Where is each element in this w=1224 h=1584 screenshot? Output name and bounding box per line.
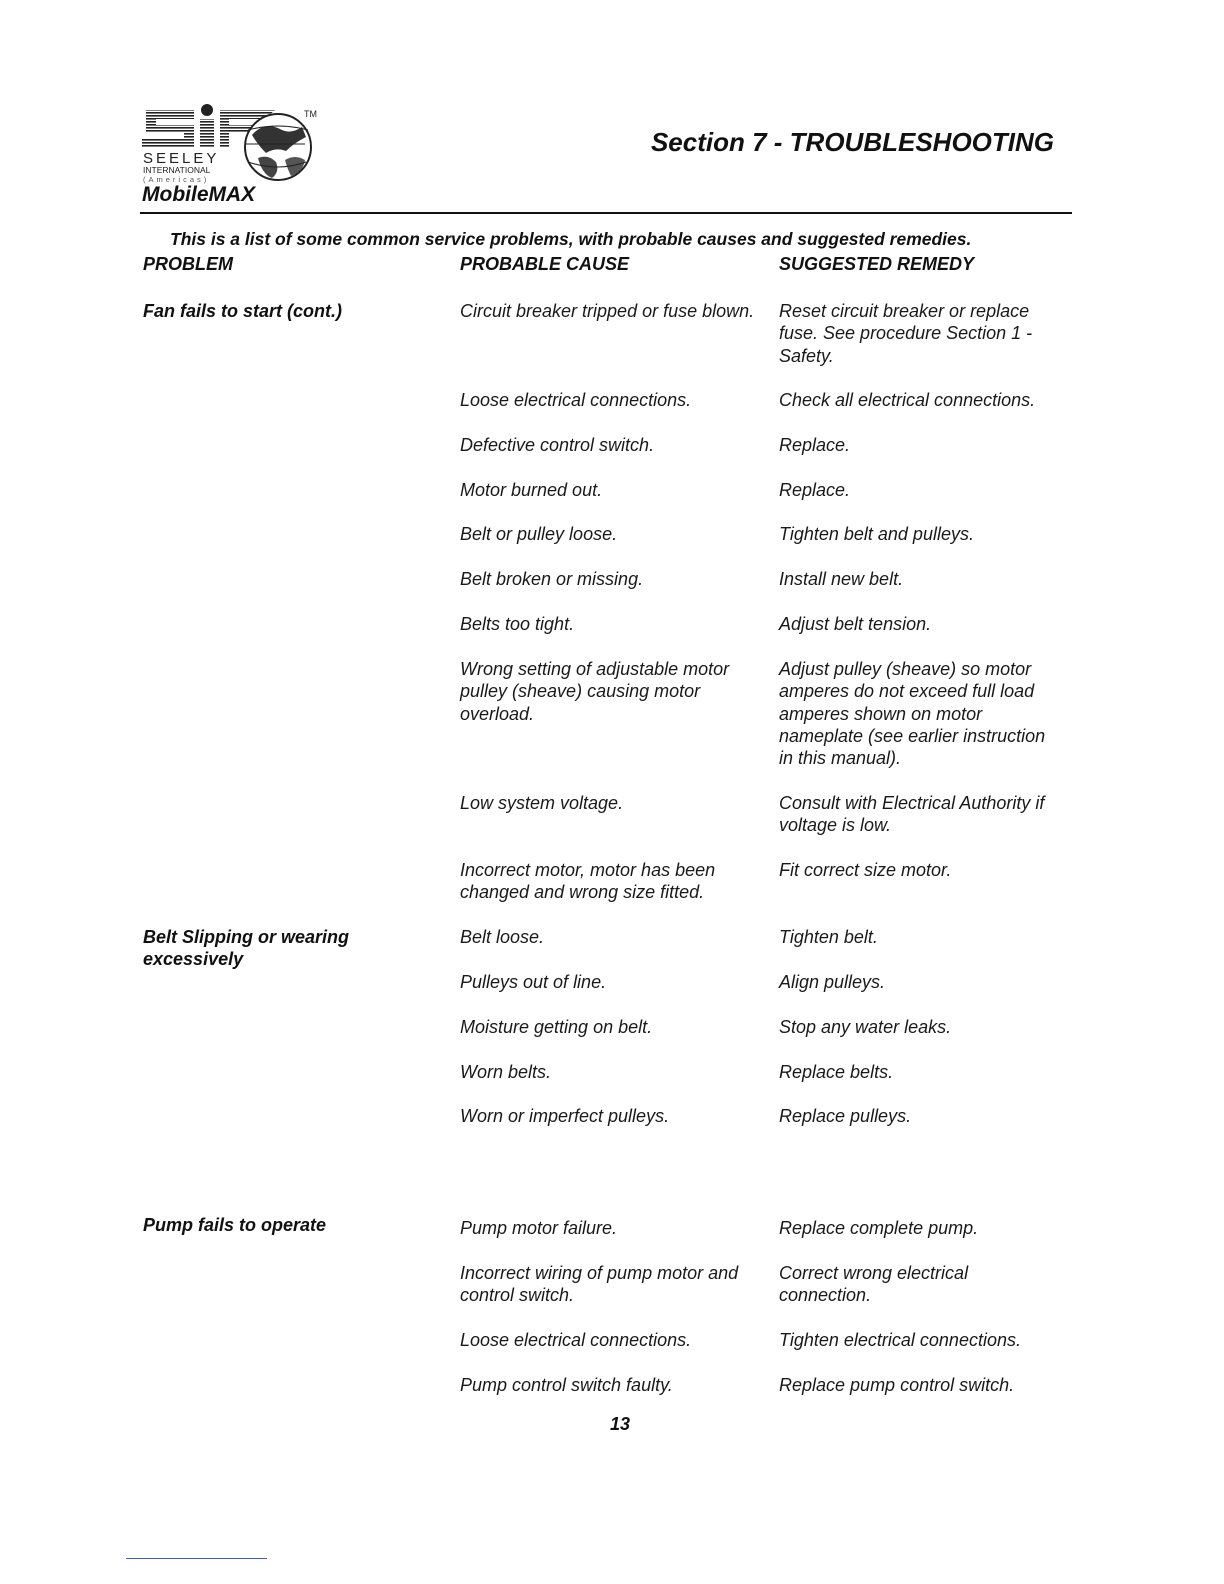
remedy-cell: Align pulleys. [779,972,886,992]
cause-cell: Belt broken or missing. [460,569,644,589]
cause-cell: Motor burned out. [460,480,603,500]
cause-cell: Incorrect motor, motor has been changed and wrong size fitted. [460,860,716,903]
cause-cell: Belt loose. [460,927,545,947]
page-number: 13 [609,1414,631,1434]
header-divider [140,212,1072,214]
remedy-cell: Stop any water leaks. [779,1017,952,1037]
footer-divider [126,1558,267,1559]
cause-cell: Pump motor failure. [460,1218,618,1238]
problem-pump-fails: Pump fails to operate [143,1215,327,1235]
svg-text:(Americas): (Americas) [143,175,210,184]
remedy-cell: Tighten belt and pulleys. [779,524,974,544]
cause-cell: Pump control switch faulty. [460,1375,673,1395]
cause-cell: Wrong setting of adjustable motor pulley (sheave) causing motor overload. [460,659,730,724]
cause-cell: Worn belts. [460,1062,552,1082]
remedy-cell: Tighten belt. [779,927,878,947]
remedy-cell: Replace complete pump. [779,1218,979,1238]
svg-text:INTERNATIONAL: INTERNATIONAL [143,165,211,175]
svg-text:TM: TM [304,109,317,119]
svg-text:SEELEY: SEELEY [143,150,220,167]
company-logo [140,100,320,210]
problem-belt-slipping: Belt Slipping or wearing excessively [143,927,350,969]
cause-cell: Pulleys out of line. [460,972,607,992]
problem-fan-fails: Fan fails to start (cont.) [143,301,343,321]
seeley-globe-logo-icon [140,100,320,185]
remedy-cell: Adjust pulley (sheave) so motor amperes do not exceed full load amperes shown on motor nameplate (see earlier instruction in this manual). [779,659,1046,769]
remedy-cell: Replace belts. [779,1062,894,1082]
cause-cell: Belt or pulley loose. [460,524,618,544]
cause-cell: Low system voltage. [460,793,624,813]
remedy-cell: Fit correct size motor. [779,860,952,880]
cause-cell: Loose electrical connections. [460,1330,692,1350]
remedy-cell: Tighten electrical connections. [779,1330,1021,1350]
column-header-problem: PROBLEM [143,254,233,274]
section-title: Section 7 - TROUBLESHOOTING [650,127,1054,157]
cause-cell: Moisture getting on belt. [460,1017,653,1037]
remedy-cell: Consult with Electrical Authority if voltage is low. [779,793,1045,836]
column-header-cause: PROBABLE CAUSE [460,254,630,274]
brand-name: MobileMAX [142,183,256,206]
cause-cell: Worn or imperfect pulleys. [460,1106,670,1126]
intro-text: This is a list of some common service problems, with probable causes and suggested remedies. [170,229,972,249]
remedy-cell: Install new belt. [779,569,904,589]
cause-cell: Incorrect wiring of pump motor and control switch. [460,1263,739,1306]
remedy-cell: Adjust belt tension. [779,614,932,634]
column-header-remedy: SUGGESTED REMEDY [779,254,975,274]
remedy-cell: Replace. [779,435,851,455]
cause-cell: Defective control switch. [460,435,655,455]
remedy-cell: Check all electrical connections. [779,390,1036,410]
remedy-cell: Replace pulleys. [779,1106,912,1126]
cause-cell: Belts too tight. [460,614,575,634]
cause-cell: Circuit breaker tripped or fuse blown. [460,301,755,321]
remedy-cell: Correct wrong electrical connection. [779,1263,969,1306]
cause-cell: Loose electrical connections. [460,390,692,410]
remedy-cell: Replace. [779,480,851,500]
remedy-cell: Reset circuit breaker or replace fuse. See procedure Section 1 - Safety. [779,301,1033,366]
remedy-cell: Replace pump control switch. [779,1375,1015,1395]
